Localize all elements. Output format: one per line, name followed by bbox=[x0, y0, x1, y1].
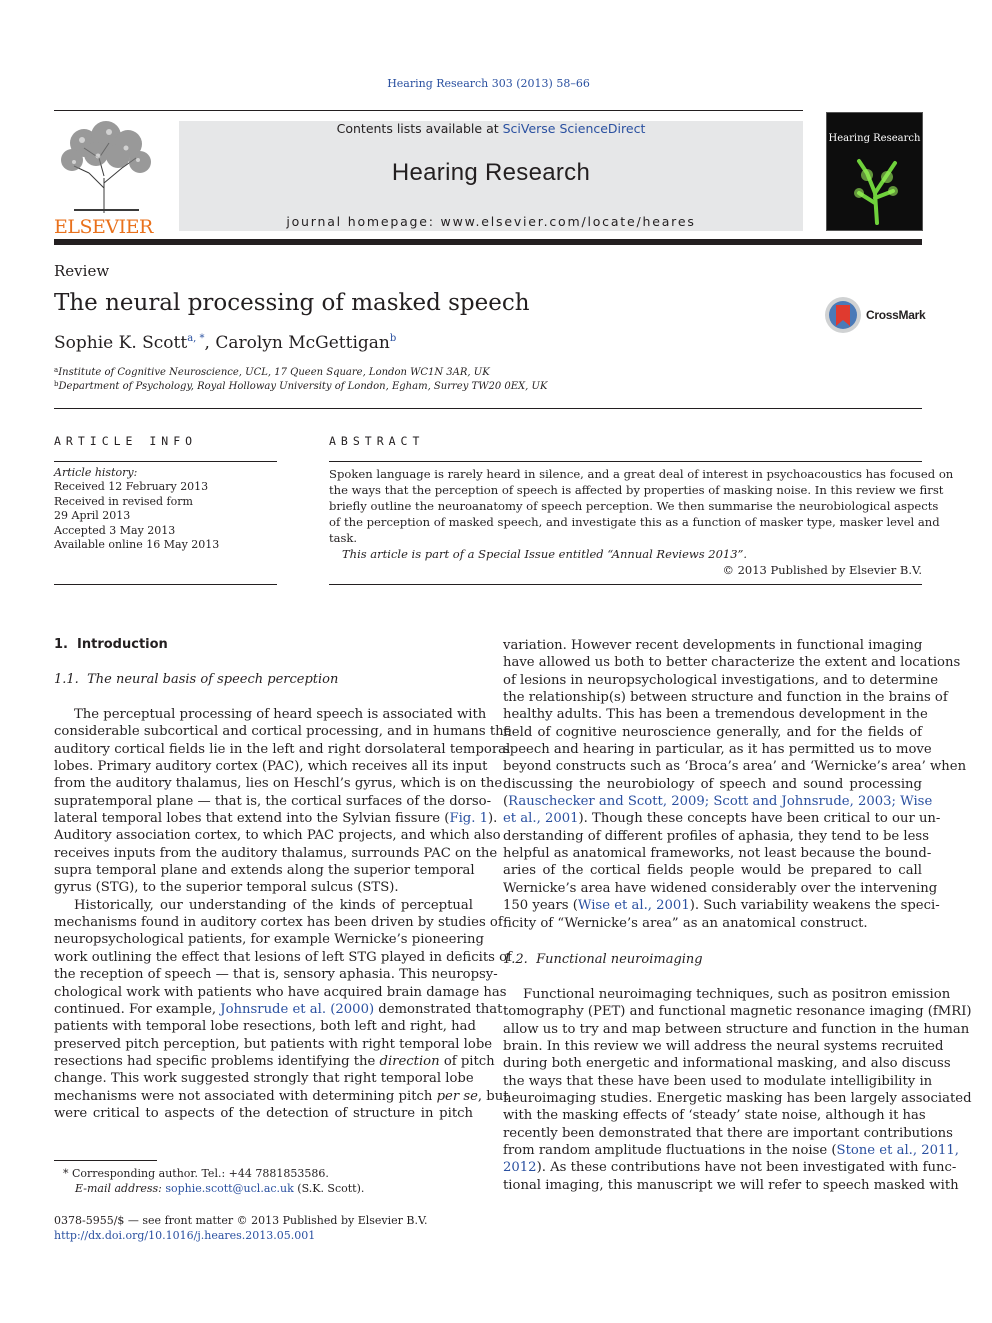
elsevier-logo[interactable] bbox=[54, 118, 156, 238]
emphasis: direction bbox=[379, 1053, 440, 1069]
email-link[interactable]: sophie.scott@ucl.ac.uk bbox=[165, 1182, 294, 1195]
journal-title[interactable]: Hearing Research bbox=[391, 159, 591, 186]
body-text: of pitch bbox=[439, 1053, 495, 1069]
body-line: the reception of speech — that is, sensory aphasia. This neuropsy- bbox=[54, 967, 498, 983]
copyright-notice: © 2013 Published by Elsevier B.V. bbox=[722, 563, 922, 577]
affiliation-text: Department of Psychology, Royal Holloway University of London, Egham, Surrey TW20 0EX, UK bbox=[58, 381, 548, 392]
history-item: 29 April 2013 bbox=[54, 509, 131, 523]
sciencedirect-link[interactable]: SciVerse ScienceDirect bbox=[502, 121, 646, 136]
citation-link[interactable]: Johnsrude et al. (2000) bbox=[220, 1001, 375, 1017]
body-line: aries of the cortical fields people would be prepared to call bbox=[503, 863, 922, 879]
body-line: were critical to aspects of the detection of structure in pitch bbox=[54, 1105, 473, 1121]
body-line: Wernicke’s area have widened considerably over the intervening bbox=[503, 880, 938, 896]
body-line: have allowed us both to better characterize the extent and locations bbox=[503, 655, 961, 671]
elsevier-wordmark: ELSEVIER bbox=[54, 216, 153, 238]
body-line: patients with temporal lobe resections, both left and right, had bbox=[54, 1019, 476, 1035]
body-line: receives inputs from the auditory thalamus, surrounds PAC on the bbox=[54, 845, 498, 861]
body-text: resections had specific problems identifying the bbox=[54, 1053, 380, 1069]
body-line bbox=[54, 1053, 495, 1070]
affiliation-mark: a bbox=[54, 366, 59, 374]
body-text: ). bbox=[488, 811, 498, 827]
body-line: ficity of “Wernicke’s area” as an anatomical construct. bbox=[503, 915, 868, 931]
body-text: ( bbox=[503, 794, 509, 810]
contents-prefix: Contents lists available at bbox=[336, 121, 503, 136]
page-footer bbox=[54, 1213, 428, 1243]
section-heading-introduction: 1. Introduction bbox=[54, 637, 168, 652]
body-line: of lesions in neuropsychological investigations, and to determine bbox=[503, 672, 939, 688]
body-line: work outlining the effect that lesions of left STG played in deficits of bbox=[54, 949, 512, 965]
body-line: mechanisms found in auditory cortex has been driven by studies of bbox=[54, 915, 503, 931]
cover-image bbox=[837, 153, 912, 225]
abstract-line: of the perception of masked speech, and investigate this as a function of masker type, masker level and bbox=[329, 515, 940, 529]
author-separator: , bbox=[204, 333, 216, 353]
body-line: neuroimaging studies. Energetic masking has been largely associated bbox=[503, 1091, 972, 1107]
right-column-body-2 bbox=[503, 986, 972, 1194]
body-line: field of cognitive neuroscience generally, and for the fields of bbox=[503, 724, 922, 740]
body-text: , but bbox=[477, 1088, 509, 1104]
right-column-body bbox=[503, 637, 967, 932]
email-suffix: (S.K. Scott). bbox=[293, 1182, 365, 1195]
body-text: ). As these contributions have not been investigated with func- bbox=[536, 1160, 957, 1176]
affiliation-rule bbox=[54, 408, 922, 409]
header-top-rule bbox=[54, 110, 803, 111]
body-text: ). Such variability weakens the speci- bbox=[689, 898, 940, 914]
subsection-heading-neural-basis: 1.1. The neural basis of speech perception bbox=[54, 672, 339, 687]
body-line: chological work with patients who have acquired brain damage has bbox=[54, 984, 507, 1000]
crossmark-label: CrossMark bbox=[866, 308, 926, 322]
body-line bbox=[54, 1001, 503, 1018]
issn-line: 0378-5955/$ — see front matter © 2013 Published by Elsevier B.V. bbox=[54, 1214, 428, 1227]
citation-link[interactable]: 2012 bbox=[503, 1160, 537, 1176]
body-text: from random amplitude fluctuations in the noise ( bbox=[503, 1143, 837, 1159]
body-text: 150 years ( bbox=[503, 898, 578, 914]
affiliation-mark: b bbox=[54, 380, 59, 388]
abstract-line: the ways that the perception of speech is affected by properties of masking noise. In this review we first bbox=[329, 483, 944, 497]
body-line: supratemporal plane — that is, the cortical surfaces of the dorso- bbox=[54, 793, 492, 809]
body-line: change. This work suggested strongly that right temporal lobe bbox=[54, 1071, 474, 1087]
body-line bbox=[503, 1142, 959, 1159]
history-item: Accepted 3 May 2013 bbox=[54, 523, 176, 537]
body-line: tomography (PET) and functional magnetic resonance imaging (fMRI) bbox=[503, 1004, 972, 1020]
abstract-bottom-rule bbox=[329, 584, 922, 585]
body-line: speech and hearing in particular, as it has permitted us to move bbox=[503, 742, 932, 758]
body-line bbox=[54, 810, 498, 827]
contents-line bbox=[179, 121, 803, 136]
body-line: variation. However recent developments in functional imaging bbox=[503, 638, 923, 653]
figure-link[interactable]: Fig. 1 bbox=[449, 811, 489, 827]
body-text: demonstrated that bbox=[374, 1001, 503, 1017]
body-text: continued. For example, bbox=[54, 1001, 221, 1017]
author-name[interactable]: Carolyn McGettigan bbox=[215, 333, 390, 353]
affiliation bbox=[54, 366, 490, 378]
body-line: Auditory association cortex, to which PAC projects, and which also bbox=[54, 828, 501, 844]
body-text: ). Though these concepts have been critical to our un- bbox=[578, 811, 941, 827]
author-marks[interactable]: a, * bbox=[187, 333, 205, 344]
journal-banner bbox=[179, 121, 803, 231]
crossmark-badge[interactable] bbox=[824, 296, 924, 336]
citation-link[interactable]: Wise et al., 2001 bbox=[577, 898, 690, 914]
body-line: the relationship(s) between structure and function in the brains of bbox=[503, 690, 948, 706]
body-line: gyrus (STG), to the superior temporal sulcus (STS). bbox=[54, 880, 399, 896]
citation-link[interactable]: et al., 2001 bbox=[503, 811, 579, 827]
abstract-body bbox=[329, 466, 954, 578]
body-line: the ways that these have been used to modulate intelligibility in bbox=[503, 1073, 933, 1089]
abstract-line: briefly outline the neuroanatomy of speech perception. We then summarise the neurobiological aspects bbox=[329, 499, 939, 513]
body-line bbox=[503, 1159, 957, 1176]
history-label: Article history: bbox=[54, 466, 138, 479]
body-line: auditory cortical fields lie in the left and right dorsolateral temporal bbox=[54, 741, 511, 757]
body-line: recently been demonstrated that there are important contributions bbox=[503, 1125, 953, 1141]
corresponding-author: * Corresponding author. Tel.: +44 7881853586. bbox=[63, 1167, 329, 1180]
article-type: Review bbox=[54, 262, 110, 280]
body-line bbox=[503, 897, 940, 914]
body-line: from the auditory thalamus, lies on Heschl’s gyrus, which is on the bbox=[54, 776, 503, 792]
article-history bbox=[54, 466, 219, 552]
abstract-line: Spoken language is rarely heard in silence, and a great deal of interest in psychoacoustics has focused on bbox=[329, 467, 954, 481]
footnote-rule bbox=[54, 1160, 157, 1161]
crossmark-icon bbox=[824, 296, 862, 334]
body-text: mechanisms were not associated with determining pitch bbox=[54, 1088, 437, 1104]
body-line: Historically, our understanding of the kinds of perceptual bbox=[74, 897, 473, 913]
email-line bbox=[54, 1181, 364, 1196]
abstract-rule bbox=[329, 461, 922, 462]
journal-citation[interactable]: Hearing Research 303 (2013) 58–66 bbox=[387, 77, 590, 90]
left-column-body bbox=[54, 706, 512, 1122]
doi-link[interactable]: http://dx.doi.org/10.1016/j.heares.2013.05.001 bbox=[54, 1229, 316, 1242]
body-text: lateral temporal lobes that extend into the Sylvian fissure ( bbox=[54, 811, 450, 827]
body-line: during both energetic and informational masking, and also discuss bbox=[503, 1056, 951, 1072]
footnote bbox=[54, 1166, 364, 1196]
body-line: brain. In this review we will address the neural systems recruited bbox=[503, 1039, 944, 1055]
author-name[interactable]: Sophie K. Scott bbox=[54, 333, 188, 353]
affiliation-text: Institute of Cognitive Neuroscience, UCL, 17 Queen Square, London WC1N 3AR, UK bbox=[58, 367, 490, 378]
elsevier-tree-icon bbox=[54, 118, 156, 214]
body-line: Functional neuroimaging techniques, such as positron emission bbox=[523, 987, 951, 1002]
body-line: tional imaging, this manuscript we will refer to speech masked with bbox=[503, 1177, 959, 1193]
author-marks[interactable]: b bbox=[389, 333, 397, 344]
author-list bbox=[54, 333, 396, 353]
body-line bbox=[503, 793, 933, 810]
body-line: lobes. Primary auditory cortex (PAC), which receives all its input bbox=[54, 759, 488, 775]
body-line: healthy adults. This has been a tremendous development in the bbox=[503, 707, 928, 723]
article-info-rule bbox=[54, 461, 277, 462]
journal-cover[interactable] bbox=[826, 112, 923, 231]
affiliation bbox=[54, 380, 547, 392]
subsection-heading-functional-neuroimaging: 1.2. Functional neuroimaging bbox=[503, 952, 703, 967]
history-item: Available online 16 May 2013 bbox=[54, 538, 220, 552]
citation-link[interactable]: Rauschecker and Scott, 2009; Scott and Johnsrude, 2003; Wise bbox=[508, 794, 933, 810]
body-line: helpful as anatomical frameworks, not least because the bound- bbox=[503, 846, 932, 862]
body-line: considerable subcortical and cortical processing, and in humans the bbox=[54, 724, 512, 740]
article-info-heading: ARTICLE INFO bbox=[54, 434, 198, 448]
body-line: preserved pitch perception, but patients with right temporal lobe bbox=[54, 1036, 493, 1052]
article-title: The neural processing of masked speech bbox=[54, 290, 530, 316]
header-thick-rule bbox=[54, 239, 922, 245]
body-line bbox=[503, 810, 941, 827]
history-item: Received 12 February 2013 bbox=[54, 480, 209, 494]
body-line bbox=[54, 1088, 509, 1105]
body-line: allow us to try and map between structure and function in the human bbox=[503, 1021, 970, 1037]
abstract-last-line: task. bbox=[329, 531, 358, 545]
body-line: with the masking effects of ‘steady’ state noise, although it has bbox=[503, 1108, 926, 1124]
body-line: derstanding of different profiles of aphasia, they tend to be less bbox=[503, 828, 929, 844]
citation-link[interactable]: Stone et al., 2011, bbox=[836, 1143, 959, 1159]
body-line: discussing the neurobiology of speech and sound processing bbox=[503, 776, 922, 792]
cover-title: Hearing Research bbox=[828, 133, 921, 144]
emphasis: per se bbox=[436, 1088, 478, 1104]
abstract-heading: ABSTRACT bbox=[329, 434, 425, 448]
email-label: E-mail address: bbox=[75, 1182, 166, 1195]
history-item: Received in revised form bbox=[54, 494, 193, 508]
body-line: beyond constructs such as ‘Broca’s area’ and ‘Wernicke’s area’ when bbox=[503, 759, 967, 775]
journal-homepage[interactable]: journal homepage: www.elsevier.com/locate/heares bbox=[286, 214, 696, 229]
body-line: neuropsychological patients, for example Wernicke’s pioneering bbox=[54, 932, 484, 948]
body-line: The perceptual processing of heard speech is associated with bbox=[74, 707, 487, 722]
special-issue-note: This article is part of a Special Issue entitled “Annual Reviews 2013”. bbox=[342, 547, 748, 561]
article-info-bottom-rule bbox=[54, 584, 277, 585]
body-line: supra temporal plane and extends along the superior temporal bbox=[54, 863, 475, 879]
